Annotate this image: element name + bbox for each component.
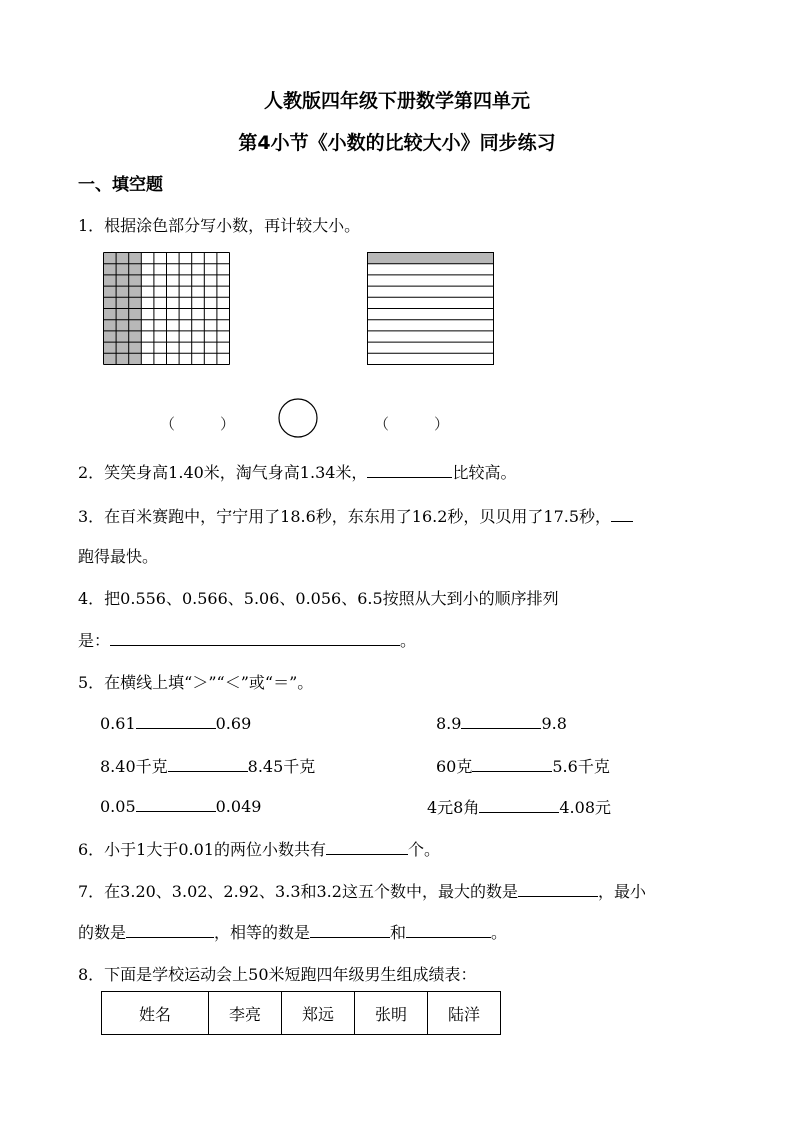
compare-left: 4元8角 xyxy=(427,798,480,817)
compare-right: 4.08元 xyxy=(559,798,612,817)
shaded-cell xyxy=(104,275,117,286)
compare-left: 8.9 xyxy=(436,714,462,733)
table-header-cell: 张明 xyxy=(355,992,428,1035)
question-7-line2 xyxy=(78,920,507,943)
compare-item xyxy=(100,712,251,733)
stripe-lines xyxy=(368,253,494,365)
hundred-grid-figure xyxy=(103,252,230,365)
shaded-cell xyxy=(116,353,129,364)
shaded-cell xyxy=(104,320,117,331)
question-4-line1: 4．把0.556、0.566、5.06、0.056、6.5按照从大到小的顺序排列 xyxy=(78,589,559,608)
section-heading: 一、填空题 xyxy=(78,175,163,195)
shaded-cell xyxy=(116,264,129,275)
answer-blank[interactable] xyxy=(472,755,552,772)
compare-item xyxy=(100,754,315,777)
question-7-text-c: 和 xyxy=(390,923,407,942)
compare-right: 0.69 xyxy=(215,714,252,733)
shaded-cell xyxy=(104,253,117,264)
shaded-cell xyxy=(129,331,142,342)
shaded-cell xyxy=(129,297,142,308)
answer-blank[interactable] xyxy=(406,921,491,938)
compare-left: 60克 xyxy=(436,757,473,776)
answer-blank[interactable] xyxy=(479,796,559,813)
answer-blank[interactable] xyxy=(518,880,598,897)
compare-left: 8.40千克 xyxy=(100,757,168,776)
question-2-text-end: 比较高。 xyxy=(452,463,517,482)
shaded-cell xyxy=(116,286,129,297)
shaded-cell xyxy=(129,309,142,320)
compare-item xyxy=(100,795,261,816)
question-8-text: 8．下面是学校运动会上50米短跑四年级男生组成绩表： xyxy=(78,965,477,984)
question-3-text: 3．在百米赛跑中，宁宁用了18.6秒，东东用了16.2秒，贝贝用了17.5秒， xyxy=(78,507,612,526)
question-3-line2: 跑得最快。 xyxy=(78,547,159,566)
shaded-cell xyxy=(104,331,117,342)
answer-paren-close-1: ） xyxy=(220,415,236,433)
shaded-cell xyxy=(116,320,129,331)
shaded-cell xyxy=(129,264,142,275)
question-2-text: 2．笑笑身高1.40米，淘气身高1.34米， xyxy=(78,463,368,482)
shaded-cell xyxy=(104,342,117,353)
shaded-cell xyxy=(116,342,129,353)
answer-paren-open-1: （ xyxy=(160,415,176,433)
shaded-cell xyxy=(104,286,117,297)
answer-blank[interactable] xyxy=(110,629,400,646)
question-4-end: 。 xyxy=(400,631,417,650)
compare-right: 8.45千克 xyxy=(247,757,316,776)
compare-left: 0.61 xyxy=(100,714,136,733)
shaded-cell xyxy=(104,309,117,320)
shaded-cell xyxy=(129,253,142,264)
question-4-prefix: 是： xyxy=(78,631,111,650)
question-1-text: 1．根据涂色部分写小数，再计较大小。 xyxy=(78,216,361,235)
compare-right: 5.6千克 xyxy=(552,757,610,776)
table-header-cell: 郑远 xyxy=(282,992,355,1035)
question-4-line2 xyxy=(78,628,416,651)
shaded-cell xyxy=(116,275,129,286)
answer-paren-open-2: （ xyxy=(374,415,390,433)
shaded-cell xyxy=(104,264,117,275)
answer-paren-close-2: ） xyxy=(434,415,450,433)
question-7-text-d: 。 xyxy=(491,923,508,942)
striped-rectangle-figure xyxy=(367,252,494,365)
doc-title-line1: 人教版四年级下册数学第四单元 xyxy=(263,90,530,112)
shaded-cell xyxy=(129,275,142,286)
answer-blank[interactable] xyxy=(136,795,216,812)
doc-title-line2: 第4小节《小数的比较大小》同步练习 xyxy=(238,132,556,154)
answer-blank[interactable] xyxy=(367,461,452,478)
answer-blank[interactable] xyxy=(326,838,408,855)
shaded-cell xyxy=(104,297,117,308)
shaded-cell xyxy=(116,331,129,342)
table-header-cell: 李亮 xyxy=(209,992,282,1035)
answer-blank[interactable] xyxy=(126,921,214,938)
shaded-cell xyxy=(129,342,142,353)
compare-item xyxy=(436,712,567,733)
question-7-text: 7．在3.20、3.02、2.92、3.3和3.2这五个数中，最大的数是 xyxy=(78,882,518,901)
shaded-cell xyxy=(116,253,129,264)
results-table xyxy=(101,991,501,1035)
compare-right: 9.8 xyxy=(541,714,567,733)
compare-left: 0.05 xyxy=(100,797,136,816)
answer-blank[interactable] xyxy=(310,921,390,938)
answer-blank[interactable] xyxy=(611,505,633,522)
answer-blank[interactable] xyxy=(136,712,216,729)
question-7-line1 xyxy=(78,879,646,902)
answer-blank[interactable] xyxy=(168,755,248,772)
table-header-cell: 陆洋 xyxy=(428,992,501,1035)
compare-circle xyxy=(277,397,319,439)
stripe-shaded-area xyxy=(368,253,494,264)
table-row xyxy=(102,992,501,1035)
question-7-text-b: ，相等的数是 xyxy=(214,923,311,942)
compare-right: 0.049 xyxy=(215,797,262,816)
shaded-cell xyxy=(104,353,117,364)
shaded-cell xyxy=(129,353,142,364)
compare-item xyxy=(427,795,611,818)
compare-item xyxy=(436,754,610,777)
shaded-cell xyxy=(116,297,129,308)
question-7-text-a: 的数是 xyxy=(78,923,127,942)
question-6 xyxy=(78,837,440,860)
question-6-text: 6．小于1大于0.01的两位小数共有 xyxy=(78,840,326,859)
shaded-cell xyxy=(116,309,129,320)
question-2 xyxy=(78,460,516,483)
shaded-strip xyxy=(368,253,494,264)
shaded-cell xyxy=(129,286,142,297)
question-3-line1 xyxy=(78,504,633,527)
table-header-cell: 姓名 xyxy=(102,992,209,1035)
question-7-text-mid: ，最小 xyxy=(597,882,646,901)
answer-blank[interactable] xyxy=(461,712,541,729)
question-6-end: 个。 xyxy=(408,840,441,859)
shaded-cell xyxy=(129,320,142,331)
question-5-text: 5．在横线上填“＞”“＜”或“＝”。 xyxy=(78,673,314,692)
